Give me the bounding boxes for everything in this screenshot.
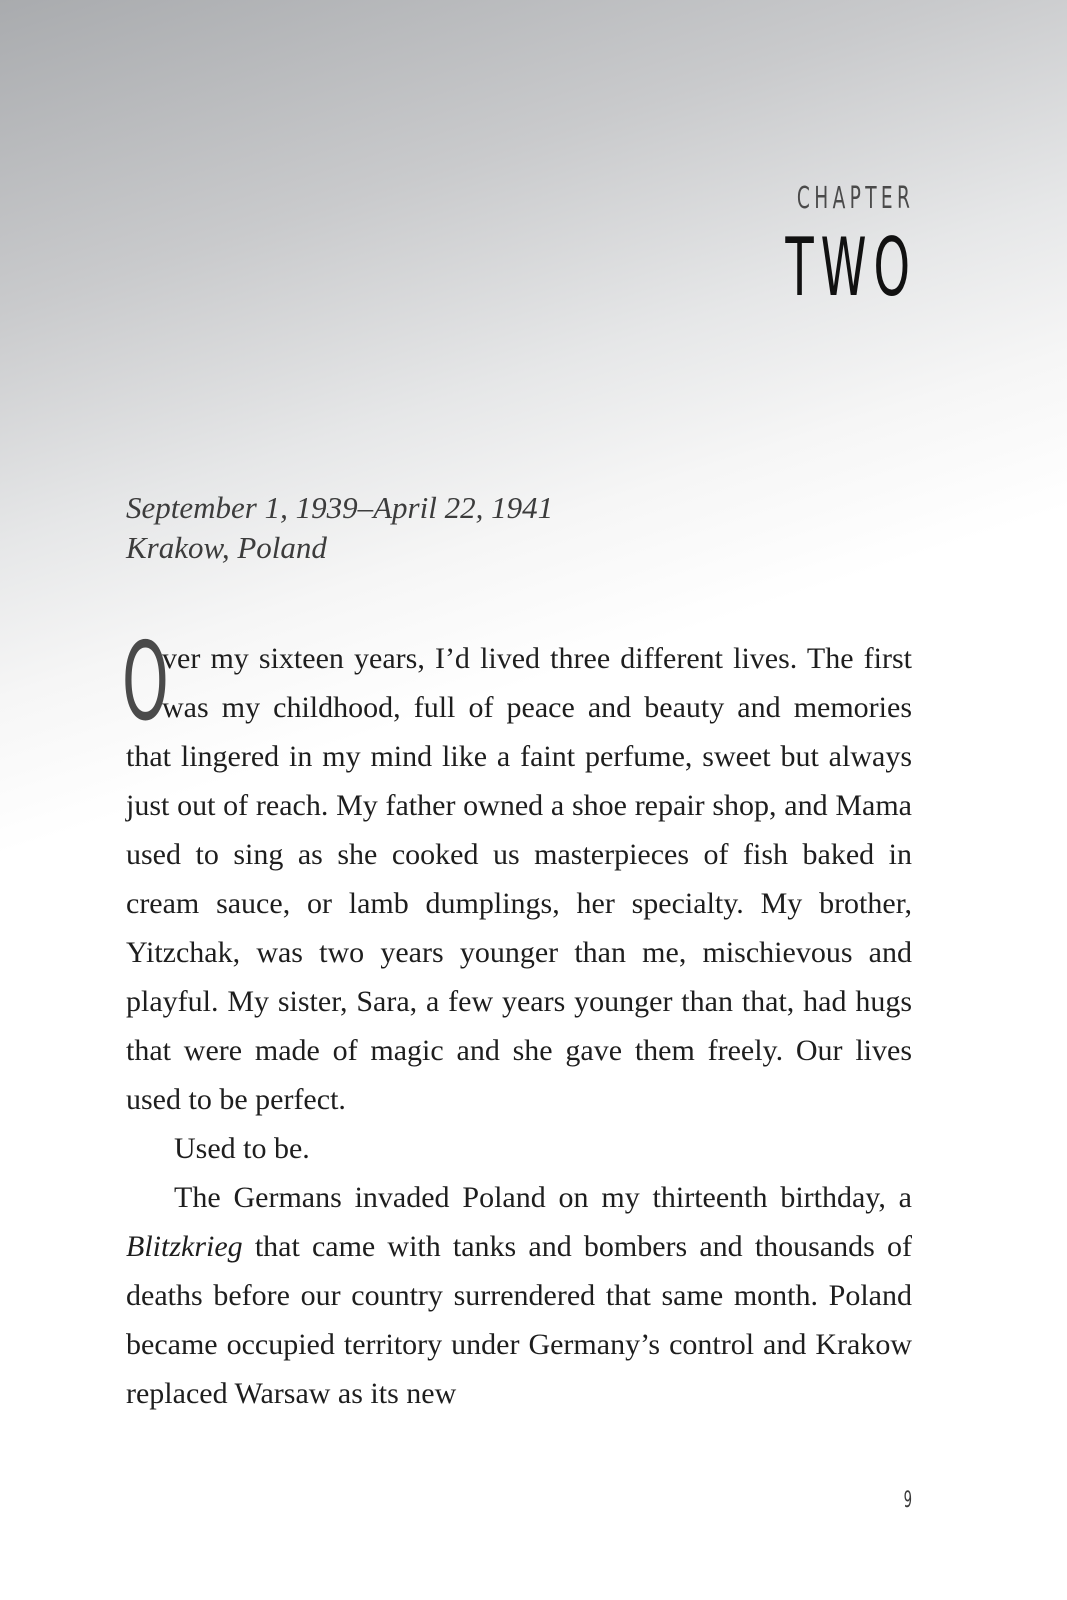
dateline-place: Krakow, Poland [126,530,327,565]
paragraph-1-text: ver my sixteen years, I’d lived three different lives. The first was my childhood, full of peace and beauty and memories that lingered in my mind like a faint perfume, sweet but always just out of reach. My father owned a shoe repair shop, and Mama used to sing as she cooked us masterpieces of fish baked in cream sauce, or lamb dumplings, her specialty. My brother, Yitzchak, was two years younger than me, mischievous and playful. My sister, Sara, a few years younger than that, had hugs that were made of magic and she gave them freely. Our lives used to be perfect. [126,642,912,1116]
drop-cap: O [122,620,169,745]
paragraph-3 [126,1173,912,1418]
paragraph-3-start: The Germans invaded Poland on my thirteenth birthday, a [174,1181,912,1214]
paragraph-3-italic: Blitzkrieg [126,1230,243,1263]
chapter-body [122,620,912,1418]
paragraph-2: Used to be. [174,1132,310,1165]
paragraph-1 [122,620,912,1124]
chapter-number: TWO [785,221,917,314]
dateline-dates: September 1, 1939–April 22, 1941 [126,490,554,525]
chapter-dateline [126,488,553,568]
chapter-label: CHAPTER [796,181,914,216]
paragraph-3-end: that came with tanks and bombers and thousands of deaths before our country surrendered that same month. Poland became occupied territory under Germany’s control and Krakow replaced Warsaw as its new [126,1230,912,1410]
page-number: 9 [903,1488,912,1513]
